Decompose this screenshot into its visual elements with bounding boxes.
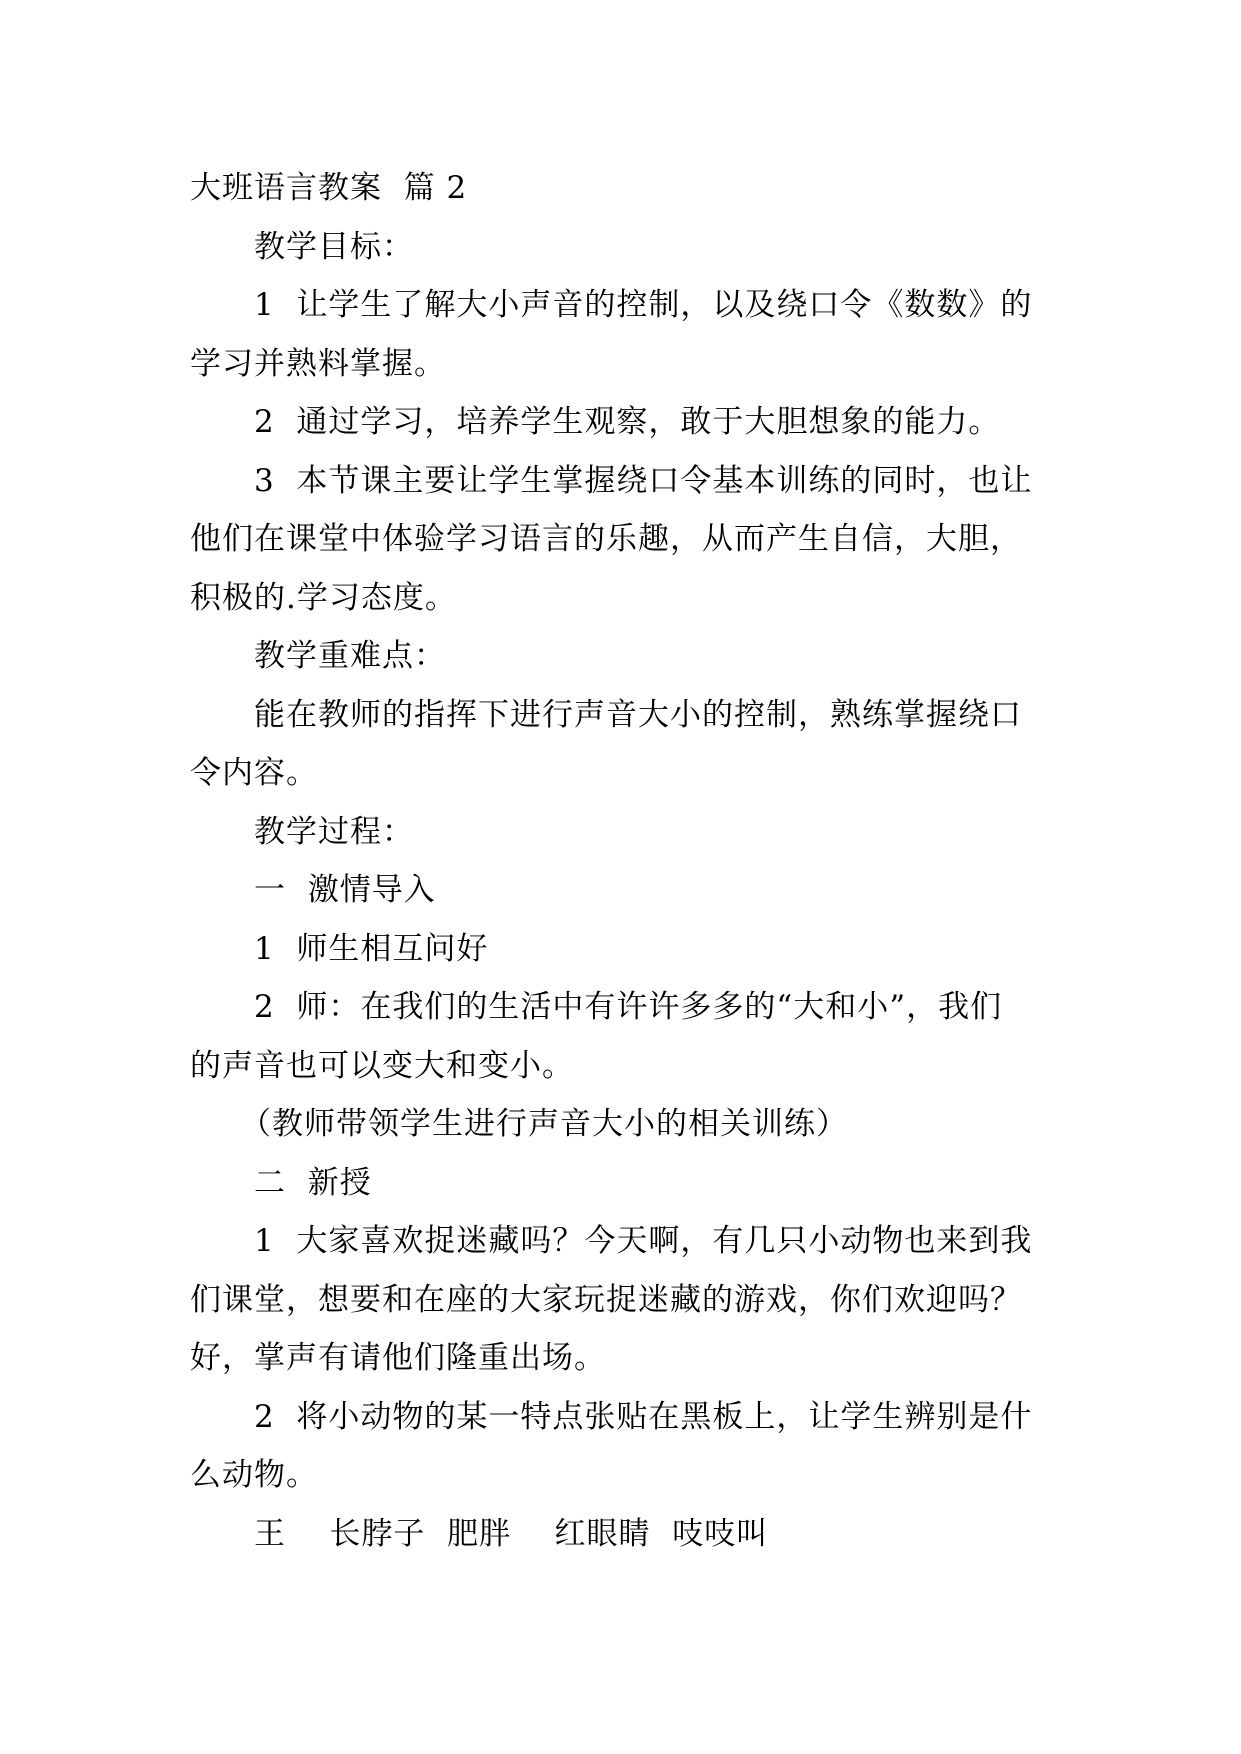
section-heading-key-points: 教学重难点： <box>254 638 446 674</box>
paragraph-line: 他们在课堂中体验学习语言的乐趣，从而产生自信，大胆， <box>190 521 1022 557</box>
section-heading-process: 教学过程： <box>254 813 414 850</box>
paragraph-line: 能在教师的指挥下进行声音大小的控制，熟练掌握绕口 <box>254 696 1022 733</box>
paragraph-line: 令内容。 <box>190 755 318 791</box>
document-title: 大班语言教案 篇 2 <box>190 170 468 206</box>
paragraph-line: 3 本节课主要让学生掌握绕口令基本训练的同时，也让 <box>254 462 1033 499</box>
paragraph-line: 1 师生相互问好 <box>254 930 489 967</box>
document-body <box>190 159 1060 1563</box>
paragraph-line: 2 师：在我们的生活中有许许多多的“大和小”，我们 <box>254 989 1003 1025</box>
paragraph-line: 积极的.学习态度。 <box>190 579 457 616</box>
subsection-heading: 一 激情导入 <box>254 872 436 908</box>
section-heading-goals: 教学目标： <box>254 228 414 265</box>
subsection-heading: 二 新授 <box>254 1164 372 1201</box>
paragraph-line: 1 让学生了解大小声音的控制，以及绕口令《数数》的 <box>254 287 1033 323</box>
paragraph-line: 1 大家喜欢捉迷藏吗？今天啊，有几只小动物也来到我 <box>254 1223 1033 1259</box>
paragraph-line: 2 将小动物的某一特点张贴在黑板上，让学生辨别是什 <box>254 1398 1033 1435</box>
paragraph-line: 的声音也可以变大和变小。 <box>190 1047 574 1084</box>
paragraph-line: 学习并熟料掌握。 <box>190 345 446 382</box>
paragraph-line: 们课堂，想要和在座的大家玩捉迷藏的游戏，你们欢迎吗？ <box>190 1281 1022 1318</box>
paragraph-line: 王 长脖子 肥胖 红眼睛 吱吱叫 <box>254 1515 769 1552</box>
paragraph-line: 好，掌声有请他们隆重出场。 <box>190 1340 606 1376</box>
paragraph-line: 2 通过学习，培养学生观察，敢于大胆想象的能力。 <box>254 404 1001 440</box>
paragraph-line: 么动物。 <box>190 1457 318 1493</box>
paragraph-note: （教师带领学生进行声音大小的相关训练） <box>240 1106 848 1142</box>
